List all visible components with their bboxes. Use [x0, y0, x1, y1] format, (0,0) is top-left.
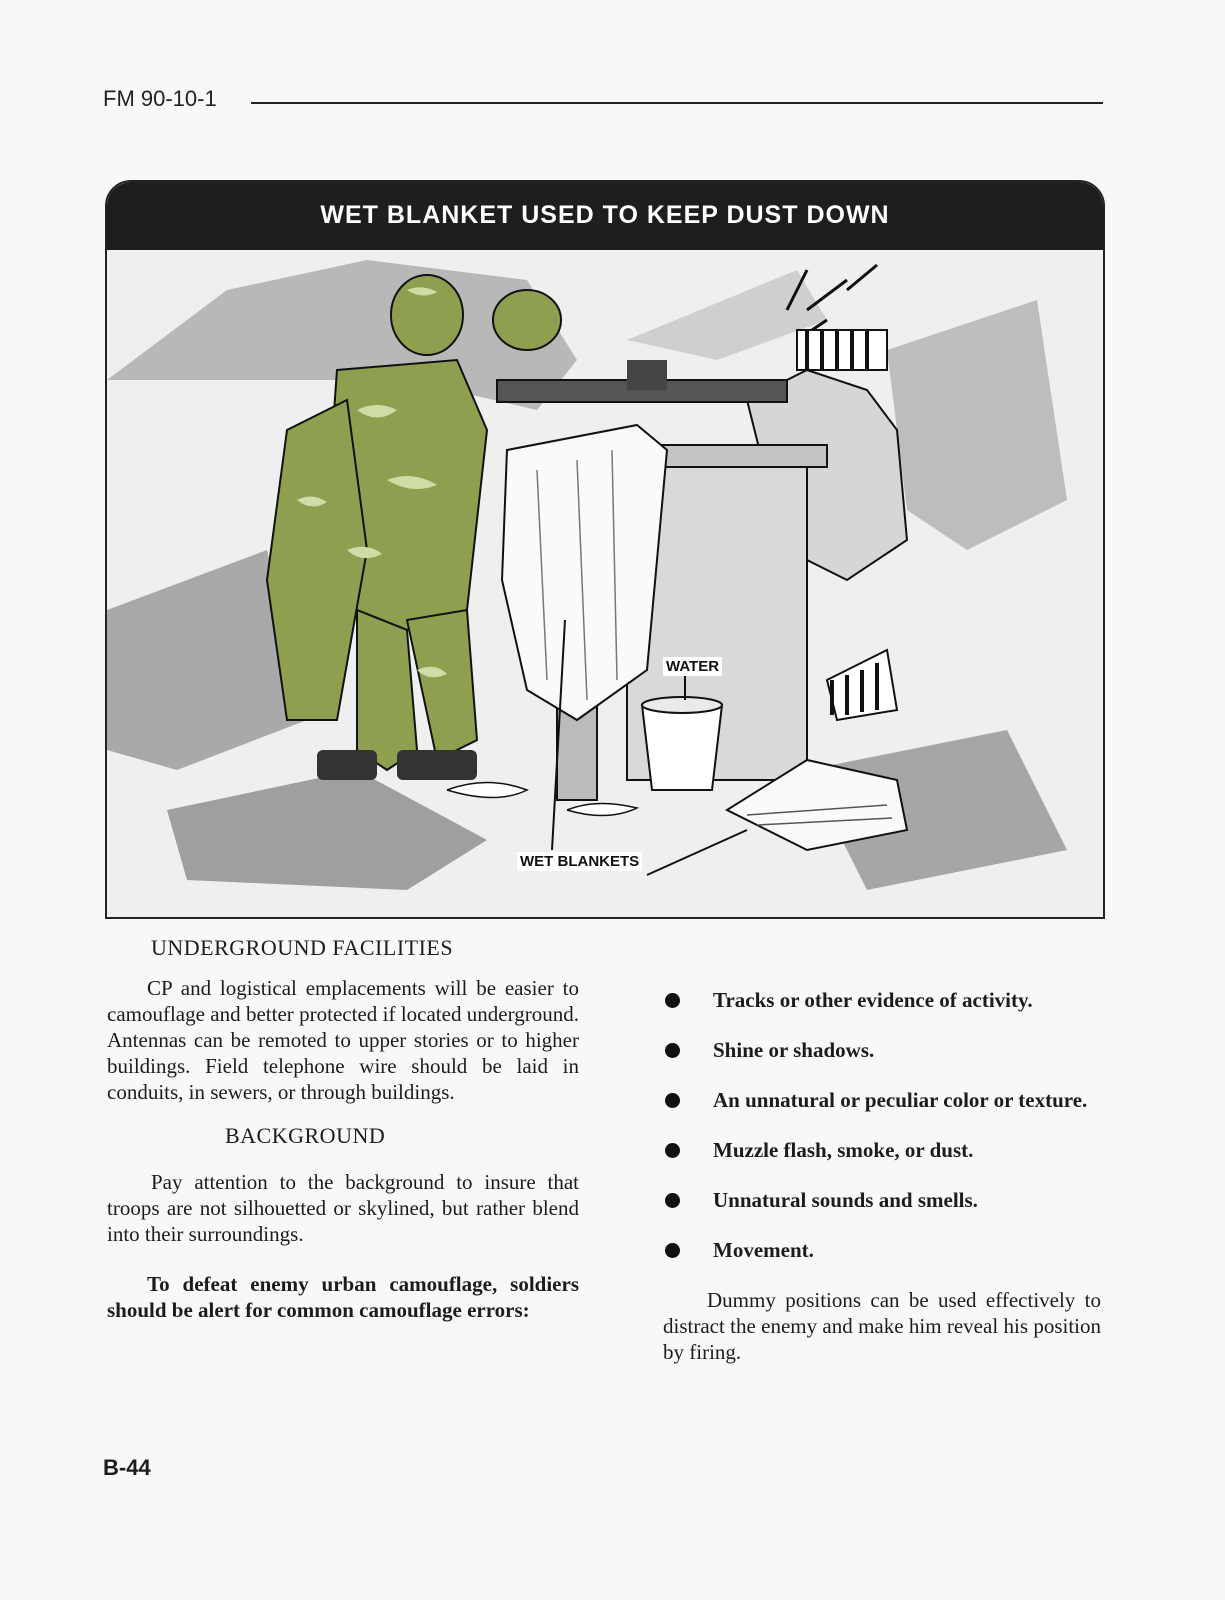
left-column — [107, 935, 579, 1323]
heading-underground: UNDERGROUND FACILITIES — [151, 935, 454, 960]
list-item: Muzzle flash, smoke, or dust. — [663, 1137, 1101, 1163]
right-column — [663, 987, 1101, 1365]
figure-title: WET BLANKET USED TO KEEP DUST DOWN — [107, 182, 1103, 250]
water-label: WATER — [663, 657, 722, 676]
list-item: Unnatural sounds and smells. — [663, 1187, 1101, 1213]
page-header — [103, 86, 1103, 120]
bullet-icon — [665, 993, 680, 1008]
bullet-icon — [665, 1093, 680, 1108]
paragraph-camouflage-errors: To defeat enemy urban camouflage, soldiers should be alert for common camouflage errors: — [107, 1272, 579, 1322]
paragraph-background: Pay attention to the background to insure that troops are not silhouetted or skylined, but rather blend into their surroundings. — [107, 1170, 579, 1246]
paragraph-underground: CP and logistical emplacements will be easier to camouflage and better protected if located underground. Antennas can be remoted to upper stories or to higher buildings. Field telephone wire should be laid in conduits, in sewers, or through buildings. — [107, 976, 579, 1104]
illustration-art — [107, 250, 1103, 917]
bullet-icon — [665, 1043, 680, 1058]
camouflage-errors-list — [663, 987, 1101, 1263]
bullet-icon — [665, 1143, 680, 1158]
page-number: B-44 — [103, 1455, 151, 1480]
heading-background: BACKGROUND — [225, 1123, 386, 1148]
bullet-icon — [665, 1243, 680, 1258]
bullet-icon — [665, 1193, 680, 1208]
list-item: Shine or shadows. — [663, 1037, 1101, 1063]
list-item: An unnatural or peculiar color or texture. — [663, 1087, 1101, 1113]
header-rule — [251, 102, 1103, 104]
list-item: Tracks or other evidence of activity. — [663, 987, 1101, 1013]
manual-code: FM 90-10-1 — [103, 86, 217, 111]
paragraph-dummy-positions: Dummy positions can be used effectively to distract the enemy and make him reveal his position by firing. — [663, 1288, 1101, 1364]
list-item: Movement. — [663, 1237, 1101, 1263]
illustration-figure — [105, 180, 1105, 919]
wet-blankets-label: WET BLANKETS — [517, 852, 642, 871]
